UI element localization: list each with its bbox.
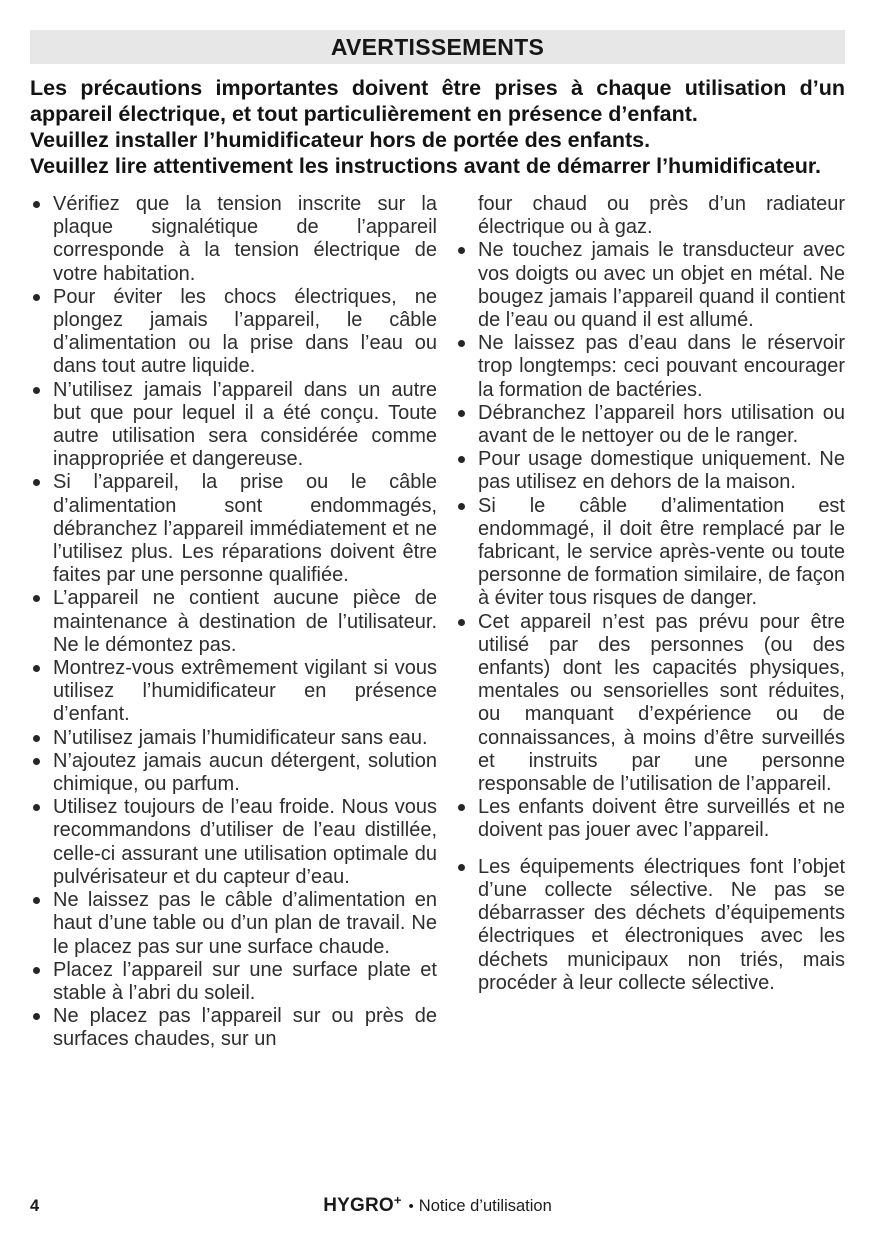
warning-item: Pour usage domestique uniquement. Ne pas utilisez en dehors de la maison. bbox=[455, 448, 845, 494]
warning-item: Placez l’appareil sur une surface plate et stable à l’abri du soleil. bbox=[30, 959, 437, 1005]
brand-plus-sup: + bbox=[393, 1192, 402, 1208]
intro-paragraph-1: Les précautions importantes doivent être prises à chaque utilisation d’un appareil électrique, et tout particulièrement en présence d’enfant. bbox=[30, 76, 845, 126]
warning-item: Débranchez l’appareil hors utilisation ou avant de le nettoyer ou de le ranger. bbox=[455, 402, 845, 448]
warning-item: Vérifiez que la tension inscrite sur la plaque signalétique de l’appareil corresponde à la tension électrique de votre habitation. bbox=[30, 193, 437, 286]
intro-paragraph-2: Veuillez installer l’humidificateur hors de portée des enfants. bbox=[30, 128, 651, 152]
doc-title: Notice d’utilisation bbox=[418, 1197, 552, 1215]
warnings-columns bbox=[30, 193, 845, 1052]
warnings-header-bar bbox=[30, 30, 845, 64]
page-title: AVERTISSEMENTS bbox=[330, 33, 545, 60]
brand-name: HYGRO bbox=[323, 1195, 394, 1216]
warning-item: Ne laissez pas d’eau dans le réservoir trop longtemps: ceci pouvant encourager la formation de bactéries. bbox=[455, 332, 845, 402]
footer-center bbox=[323, 1192, 552, 1216]
warning-item: Les enfants doivent être surveillés et ne doivent pas jouer avec l’appareil. bbox=[455, 796, 845, 842]
warning-item: Cet appareil n’est pas prévu pour être utilisé par des personnes (ou des enfants) dont les capacités physiques, mentales ou sensorielles sont réduites, ou manquant d’expérience ou de connaissances, à moins d’être surveillés et instruits par une personne responsable de l’utilisation de l’appareil. bbox=[455, 611, 845, 797]
warning-item: L’appareil ne contient aucune pièce de maintenance à destination de l’utilisateur. Ne le démontez pas. bbox=[30, 587, 437, 657]
warning-item: Si le câble d’alimentation est endommagé, il doit être remplacé par le fabricant, le service après-vente ou toute personne de formation similaire, de façon à éviter tous risques de danger. bbox=[455, 495, 845, 611]
warning-item: Montrez-vous extrêmement vigilant si vous utilisez l’humidificateur en présence d’enfant. bbox=[30, 657, 437, 727]
warning-item: Ne laissez pas le câble d’alimentation en haut d’une table ou d’un plan de travail. Ne le placez pas sur une surface chaude. bbox=[30, 889, 437, 959]
page-number: 4 bbox=[30, 1197, 40, 1215]
warning-item: N’utilisez jamais l’appareil dans un autre but que pour lequel il a été conçu. Toute autre utilisation sera considérée comme inappropriée et dangereuse. bbox=[30, 379, 437, 472]
warning-item: N’utilisez jamais l’humidificateur sans eau. bbox=[30, 727, 437, 750]
warning-item: N’ajoutez jamais aucun détergent, solution chimique, ou parfum. bbox=[30, 750, 437, 796]
warning-item: Les équipements électriques font l’objet d’une collecte sélective. Ne pas se débarrasser des déchets d’équipements électriques et électroniques avec les déchets municipaux non triés, mais procéder à leur collecte sélective. bbox=[455, 856, 845, 995]
footer-separator: • bbox=[408, 1198, 414, 1215]
warning-item: Ne touchez jamais le transducteur avec vos doigts ou avec un objet en métal. Ne bougez jamais l’appareil quand il contient de l’eau ou quand il est allumé. bbox=[455, 239, 845, 332]
intro-paragraph-3: Veuillez lire attentivement les instructions avant de démarrer l’humidificateur. bbox=[30, 154, 821, 178]
left-column bbox=[30, 193, 437, 1052]
warning-item: Si l’appareil, la prise ou le câble d’alimentation sont endommagés, débranchez l’appareil immédiatement et ne l’utilisez plus. Les réparations doivent être faites par une personne qualifiée. bbox=[30, 471, 437, 587]
page-footer bbox=[30, 1192, 845, 1217]
intro-section bbox=[30, 75, 845, 179]
warning-item: Utilisez toujours de l’eau froide. Nous vous recommandons d’utiliser de l’eau distillée, celle-ci assurant une utilisation optimale du pulvérisateur et du capteur d’eau. bbox=[30, 796, 437, 889]
warning-item: Ne placez pas l’appareil sur ou près de surfaces chaudes, sur un bbox=[30, 1005, 437, 1051]
right-column bbox=[455, 193, 845, 1052]
warning-item-continuation: four chaud ou près d’un radiateur électrique ou à gaz. bbox=[478, 193, 845, 239]
warning-item: Pour éviter les chocs électriques, ne plongez jamais l’appareil, le câble d’alimentation ou la prise dans l’eau ou dans tout autre liquide. bbox=[30, 286, 437, 379]
